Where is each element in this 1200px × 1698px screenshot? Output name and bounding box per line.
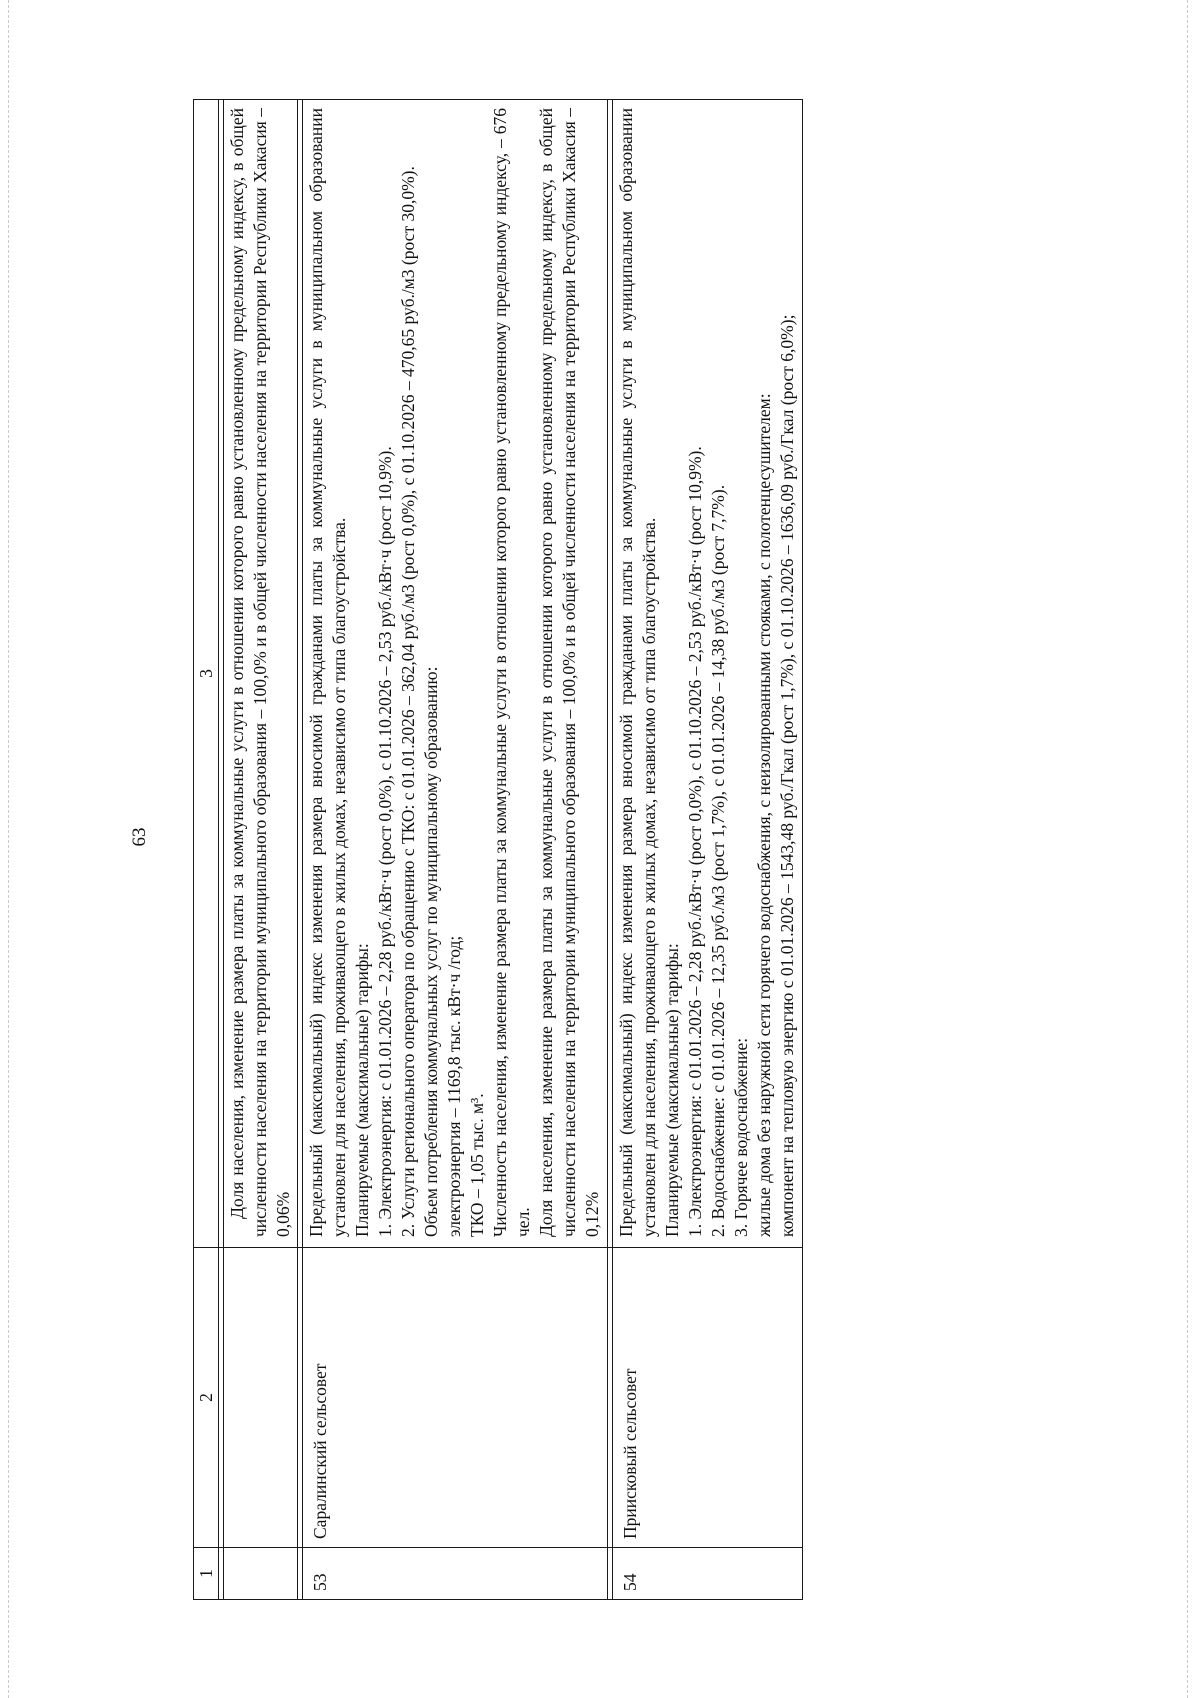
paragraph: Предельный (максимальный) индекс изменения размера вносимой гражданами платы за коммунальные услуги в муниципальном образовании установлен для населения, проживающего в жилых домах, независимо от типа благоустройства. [616, 108, 660, 1237]
page-number: 63 [129, 827, 150, 847]
paragraph: 1. Электроэнергия: с 01.01.2026 – 2,28 руб./кВт·ч (рост 0,0%), с 01.10.2026 – 2,53 руб./кВт·ч (рост 10,9%). [685, 446, 706, 1237]
column-header-2: 2 [194, 1248, 219, 1548]
paragraph: Объем потребления коммунальных услуг по муниципальному образованию: [421, 666, 442, 1237]
paragraph: Предельный (максимальный) индекс изменения размера вносимой гражданами платы за коммунальные услуги в муниципальном образовании установлен для населения, проживающего в жилых домах, независимо от типа благоустройства. [306, 108, 350, 1237]
row-description [224, 100, 298, 1248]
paragraph: 2. Водоснабжение: с 01.01.2026 – 12,35 руб./м3 (рост 1,7%), с 01.01.2026 – 14,38 руб./м3 (рост 7,7%). [708, 484, 729, 1237]
paragraph: компонент на тепловую энергию с 01.01.2026 – 1543,48 руб./Гкал (рост 1,7%), с 01.10.2026 – 1636,09 руб./Гкал (рост 6,0%); [777, 314, 798, 1237]
paragraph: жилые дома без наружной сети горячего водоснабжения, с неизолированными стояками, с полотенцесушителем: [754, 393, 775, 1237]
paragraph: ТКО – 1,05 тыс. м³. [467, 1093, 488, 1237]
municipality-name [224, 1248, 298, 1548]
municipality-name: Саралинский сельсовет [303, 1248, 608, 1548]
paragraph: Планируемые (максимальные) тарифы: [352, 943, 373, 1237]
row-number: 53 [303, 1548, 608, 1600]
table-header-row [194, 100, 219, 1600]
paragraph: Доля населения, изменение размера платы за коммунальные услуги в отношении которого равно установленному предельному индексу, в общей численности населения на территории муниципального образования – 100,0% и в общей численности населения на территории Республики Хакасия – 0,06% [227, 108, 293, 1237]
paragraph: электроэнергия – 1169,8 тыс. кВт·ч /год; [444, 935, 465, 1237]
table-row [303, 100, 608, 1600]
municipality-name: Приисковый сельсовет [613, 1248, 803, 1548]
tariff-table [193, 99, 803, 1600]
rotated-table-container [193, 100, 803, 1600]
scan-edge-left [8, 0, 9, 1698]
column-header-1: 1 [194, 1548, 219, 1600]
table-row [613, 100, 803, 1600]
paragraph: 1. Электроэнергия: с 01.01.2026 – 2,28 руб./кВт·ч (рост 0,0%), с 01.10.2026 – 2,53 руб./кВт·ч (рост 10,9%). [375, 446, 396, 1237]
row-description [613, 100, 803, 1248]
scan-edge-right [1187, 0, 1188, 1698]
paragraph: Доля населения, изменение размера платы за коммунальные услуги в отношении которого равно установленному предельному индексу, в общей численности населения на территории муниципального образования – 100,0% и в общей численности населения на территории Республики Хакасия – 0,12% [536, 108, 603, 1237]
paragraph: Планируемые (максимальные) тарифы: [662, 943, 683, 1237]
table-row [224, 100, 298, 1600]
row-number: 54 [613, 1548, 803, 1600]
paragraph: 2. Услуги регионального оператора по обращению с ТКО: с 01.01.2026 – 362,04 руб./м3 (рост 0,0%), с 01.10.2026 – 470,65 руб./м3 (рост 30,0%). [398, 166, 419, 1237]
paragraph: 3. Горячее водоснабжение: [731, 1037, 752, 1237]
paragraph: Численность населения, изменение размера платы за коммунальные услуги в отношении которого равно установленному предельному индексу, – 676 чел. [490, 108, 534, 1237]
row-number [224, 1548, 298, 1600]
row-description [303, 100, 608, 1248]
column-header-3: 3 [194, 100, 219, 1248]
